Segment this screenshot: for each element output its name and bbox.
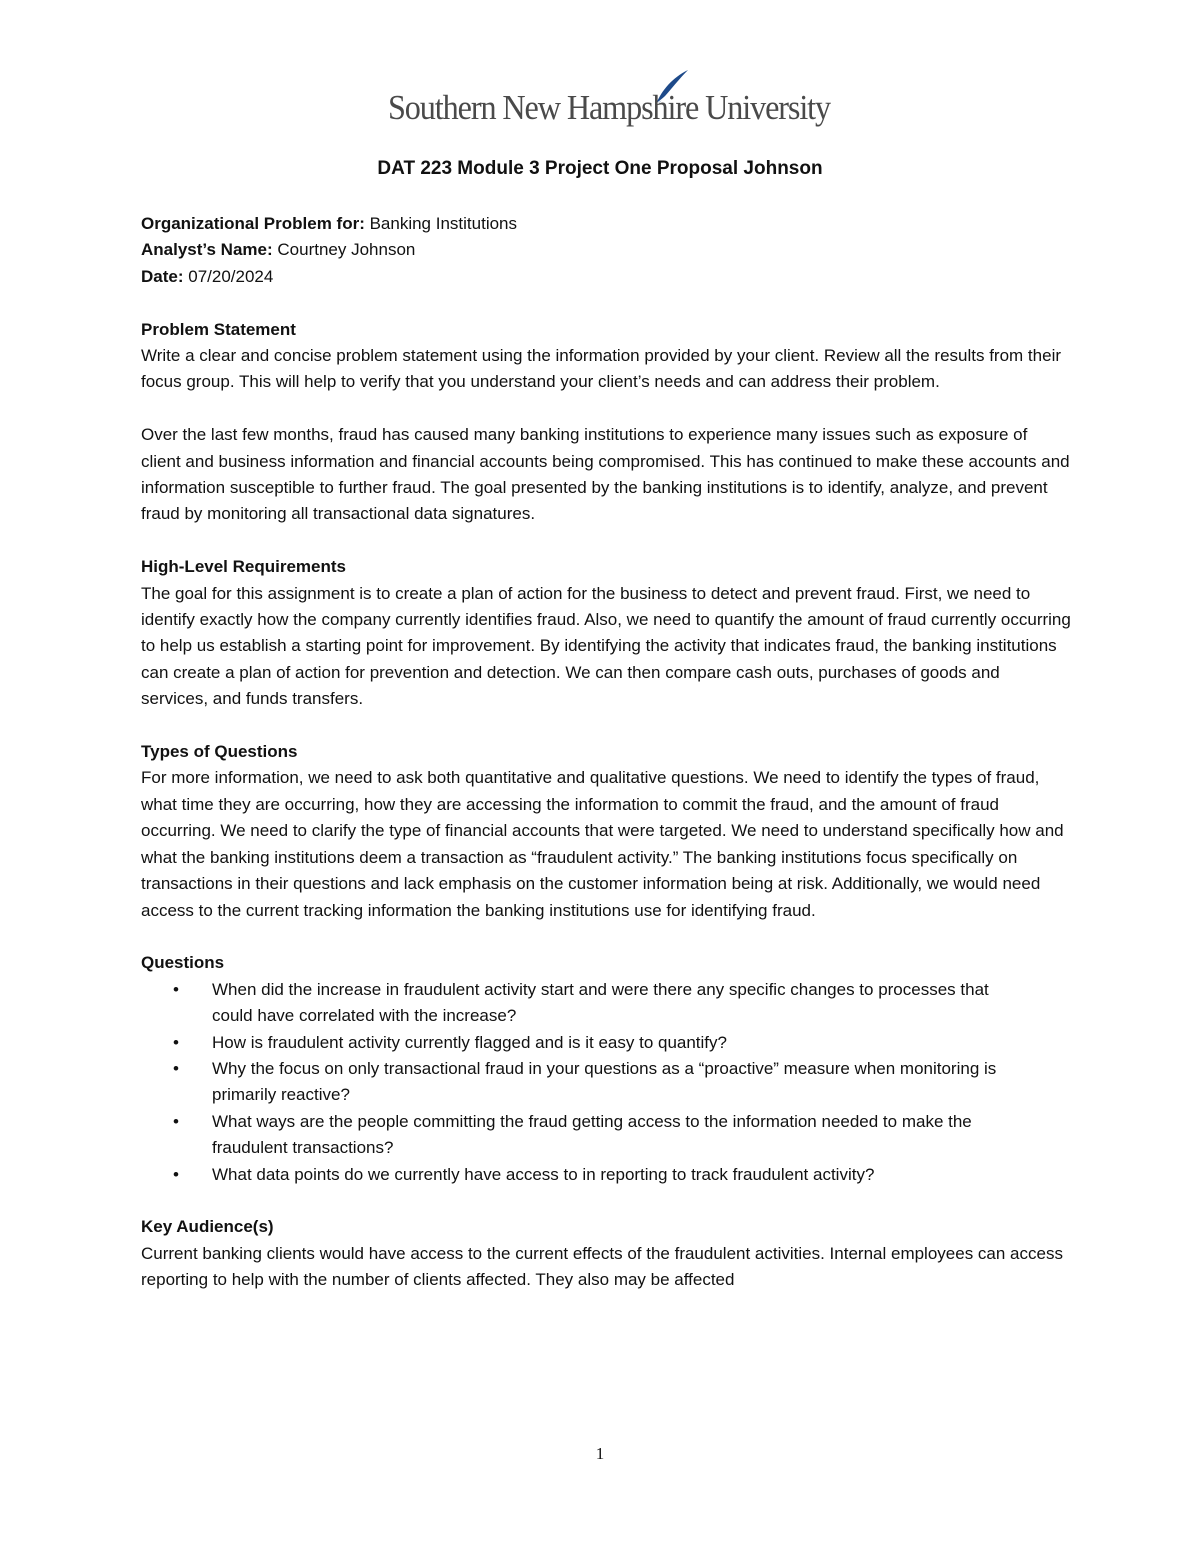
problem-statement-heading: Problem Statement [141, 319, 296, 339]
analyst-label: Analyst’s Name: [141, 240, 273, 260]
org-problem-line [141, 211, 1071, 237]
document-body [141, 211, 1071, 1294]
date-line [141, 264, 1071, 290]
document-title: DAT 223 Module 3 Project One Proposal Johnson [377, 158, 823, 179]
questions-heading: Questions [141, 953, 225, 973]
types-of-questions-body: For more information, we need to ask both quantitative and qualitative questions. We need to identify the types of fraud, what time they are occurring, how they are accessing the information to commit the fraud, and the amount of fraud occurring. We need to clarify the type of financial accounts that were targeted. We need to understand specifically how and what the banking institutions deem a transaction as “fraudulent activity.” The banking institutions focus specifically on transactions in their questions and lack emphasis on the customer information being at risk. Additionally, we would need access to the current tracking information the banking institutions use for identifying fraud. [141, 768, 1064, 920]
key-audience-heading: Key Audience(s) [141, 1217, 274, 1237]
high-level-body: The goal for this assignment is to create a plan of action for the business to detect and prevent fraud. First, we need to identify exactly how the company currently identifies fraud. Also, we need to quantify the amount of fraud currently occurring to help us establish a starting point for improvement. By identifying the activity that indicates fraud, the banking institutions can create a plan of action for prevention and detection. We can then compare cash outs, purchases of goods and services, and funds transfers. [141, 583, 1071, 709]
types-of-questions-heading: Types of Questions [141, 742, 298, 762]
date-label: Date: [141, 266, 184, 286]
questions-list [141, 977, 1071, 1188]
key-audience-body: Current banking clients would have access to the current effects of the fraudulent activities. Internal employees can access reporting to help with the number of clients affected. They also may be affected [141, 1243, 1063, 1290]
list-item: • When did the increase in fraudulent activity start and were there any specific changes to processes that could have correlated with the increase? [141, 977, 1032, 1030]
list-item: • What ways are the people committing the fraud getting access to the information needed to make the fraudulent transactions? [141, 1109, 1032, 1162]
high-level-heading: High-Level Requirements [141, 557, 346, 577]
bullet-icon: • [173, 979, 179, 999]
org-problem-value: Banking Institutions [364, 214, 518, 233]
problem-statement-instructions: Write a clear and concise problem statement using the information provided by your client. Review all the results from their focus group. This will help to verify that you understand your client’s needs and can address their problem. [141, 346, 1062, 392]
analyst-line [141, 237, 1071, 263]
list-item: • What data points do we currently have access to in reporting to track fraudulent activity? [141, 1162, 1032, 1188]
list-item: • Why the focus on only transactional fraud in your questions as a “proactive” measure when monitoring is primarily reactive? [141, 1056, 1032, 1109]
bullet-icon: • [173, 1111, 179, 1131]
date-value: 07/20/2024 [183, 266, 274, 286]
bullet-icon: • [173, 1058, 179, 1078]
page-number: 1 [595, 1444, 605, 1463]
analyst-value: Courtney Johnson [272, 240, 416, 260]
problem-statement-body: Over the last few months, fraud has caused many banking institutions to experience many issues such as exposure of client and business information and financial accounts being compromised. This has continued to make these accounts and information susceptible to further fraud. The goal presented by the banking institutions is to identify, analyze, and prevent fraud by monitoring all transactional data signatures. [141, 425, 1070, 524]
org-problem-label: Organizational Problem for: [141, 214, 365, 233]
bullet-icon: • [173, 1032, 179, 1052]
bullet-icon: • [173, 1164, 179, 1184]
university-logo [388, 68, 831, 140]
list-item: • How is fraudulent activity currently flagged and is it easy to quantify? [141, 1030, 1032, 1056]
logo-wordmark: Southern New Hampshire University [388, 88, 831, 127]
